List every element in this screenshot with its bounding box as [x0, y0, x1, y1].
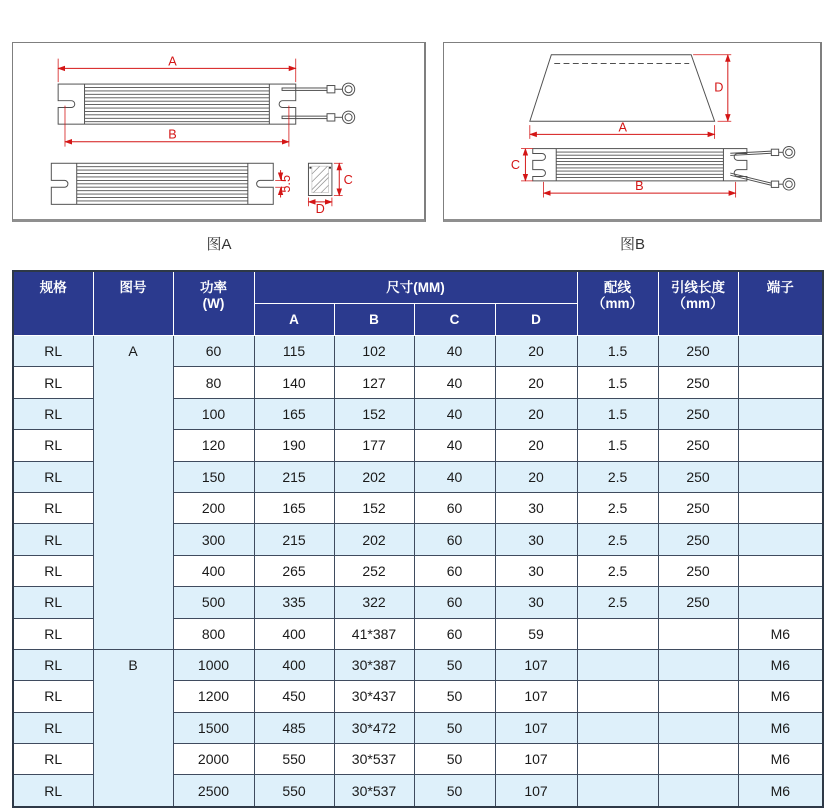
- dimension-d: [693, 55, 731, 121]
- cell-dim-d: 20: [495, 461, 577, 492]
- cell-spec: RL: [13, 524, 93, 555]
- header-dim-a: A: [254, 304, 334, 336]
- cell-dim-b: 30*387: [334, 649, 414, 680]
- cell-dim-c: 60: [414, 492, 495, 523]
- cell-wiring: 1.5: [577, 367, 658, 398]
- cell-dim-d: 30: [495, 524, 577, 555]
- cell-dim-c: 50: [414, 649, 495, 680]
- cell-lead-length: [658, 681, 738, 712]
- cell-terminal: [738, 430, 823, 461]
- cell-dim-d: 107: [495, 744, 577, 775]
- cell-wiring: [577, 712, 658, 743]
- cell-wiring: [577, 649, 658, 680]
- table-body: [13, 336, 823, 807]
- dimension-slot-width: [275, 170, 293, 197]
- cell-terminal: [738, 336, 823, 367]
- cell-dim-d: 30: [495, 555, 577, 586]
- dim-label-c: C: [343, 171, 353, 187]
- cell-lead-length: 250: [658, 461, 738, 492]
- cell-wiring: 2.5: [577, 555, 658, 586]
- cell-dim-a: 165: [254, 492, 334, 523]
- cell-lead-length: [658, 649, 738, 680]
- dim-label-slot-width: 5.5: [277, 174, 293, 193]
- header-dim-b: B: [334, 304, 414, 336]
- dimension-c: [334, 163, 353, 195]
- cell-wiring: 2.5: [577, 524, 658, 555]
- header-dim-c: C: [414, 304, 495, 336]
- header-wiring-label: 配线: [604, 280, 632, 295]
- dim-label-b: B: [168, 126, 177, 142]
- figure-b-panel: [443, 42, 822, 222]
- cell-dim-b: 152: [334, 398, 414, 429]
- dimension-a: [530, 119, 715, 138]
- cell-dim-d: 20: [495, 367, 577, 398]
- cell-power: 1200: [173, 681, 254, 712]
- cell-wiring: 2.5: [577, 587, 658, 618]
- right-mount-slot: [257, 180, 274, 187]
- cell-lead-length: 250: [658, 367, 738, 398]
- header-power: [173, 271, 254, 336]
- cell-dim-b: 30*472: [334, 712, 414, 743]
- figure-b-drawing: [444, 43, 820, 219]
- cell-power: 200: [173, 492, 254, 523]
- cell-wiring: 2.5: [577, 461, 658, 492]
- cell-dim-d: 20: [495, 430, 577, 461]
- header-row-1: [13, 271, 823, 304]
- cell-terminal: M6: [738, 712, 823, 743]
- cell-lead-length: 250: [658, 555, 738, 586]
- dim-label-d: D: [315, 201, 325, 217]
- cell-lead-length: 250: [658, 398, 738, 429]
- cell-terminal: M6: [738, 649, 823, 680]
- cell-lead-length: [658, 712, 738, 743]
- cell-lead-length: 250: [658, 336, 738, 367]
- cell-dim-d: 20: [495, 336, 577, 367]
- cell-dim-c: 50: [414, 681, 495, 712]
- cell-dim-a: 215: [254, 524, 334, 555]
- cell-dim-b: 30*437: [334, 681, 414, 712]
- left-mount-slot: [58, 101, 75, 108]
- cell-dim-a: 165: [254, 398, 334, 429]
- cell-terminal: [738, 367, 823, 398]
- cell-power: 1500: [173, 712, 254, 743]
- cell-dim-c: 40: [414, 430, 495, 461]
- cell-dim-c: 60: [414, 618, 495, 649]
- cell-power: 2000: [173, 744, 254, 775]
- dimension-a: [58, 53, 296, 82]
- cell-dim-b: 41*387: [334, 618, 414, 649]
- cell-dim-d: 30: [495, 587, 577, 618]
- dimension-c: [511, 149, 533, 181]
- cell-dim-b: 102: [334, 336, 414, 367]
- header-wiring-unit: （mm）: [592, 296, 644, 311]
- cell-power: 2500: [173, 775, 254, 807]
- right-mount-slots: [734, 153, 747, 176]
- figure-a-drawing: [13, 43, 424, 219]
- cell-power: 100: [173, 398, 254, 429]
- cell-dim-a: 115: [254, 336, 334, 367]
- cell-terminal: M6: [738, 618, 823, 649]
- cell-power: 1000: [173, 649, 254, 680]
- cell-spec: RL: [13, 744, 93, 775]
- cell-wiring: [577, 744, 658, 775]
- dim-label-c: C: [510, 157, 521, 173]
- cell-spec: RL: [13, 398, 93, 429]
- cell-terminal: [738, 461, 823, 492]
- cell-power: 800: [173, 618, 254, 649]
- cell-dim-a: 550: [254, 744, 334, 775]
- cell-dim-c: 40: [414, 336, 495, 367]
- figure-a-panel: [12, 42, 426, 222]
- cell-dim-a: 450: [254, 681, 334, 712]
- cell-dim-c: 50: [414, 744, 495, 775]
- cell-dim-c: 60: [414, 555, 495, 586]
- cell-terminal: M6: [738, 775, 823, 807]
- cell-dim-a: 190: [254, 430, 334, 461]
- cell-spec: RL: [13, 649, 93, 680]
- cell-terminal: [738, 492, 823, 523]
- left-mount-slot: [51, 180, 68, 187]
- cell-dim-b: 127: [334, 367, 414, 398]
- cell-dim-a: 215: [254, 461, 334, 492]
- cell-terminal: M6: [738, 744, 823, 775]
- cell-wiring: [577, 775, 658, 807]
- cell-lead-length: 250: [658, 492, 738, 523]
- lead-wire-bottom: [282, 111, 355, 123]
- header-lead-length-label: 引线长度: [671, 280, 726, 295]
- cell-dim-b: 322: [334, 587, 414, 618]
- cell-dim-b: 202: [334, 524, 414, 555]
- cell-spec: RL: [13, 618, 93, 649]
- cell-dim-a: 265: [254, 555, 334, 586]
- table-header: [13, 271, 823, 336]
- cell-power: 300: [173, 524, 254, 555]
- cell-dim-d: 107: [495, 775, 577, 807]
- cell-dim-b: 252: [334, 555, 414, 586]
- cell-terminal: M6: [738, 681, 823, 712]
- cell-power: 150: [173, 461, 254, 492]
- cell-dim-d: 30: [495, 492, 577, 523]
- lead-wire-bottom: [730, 173, 795, 190]
- cell-dim-c: 60: [414, 524, 495, 555]
- cell-spec: RL: [13, 775, 93, 807]
- header-lead-length-unit: （mm）: [672, 296, 724, 311]
- cell-power: 400: [173, 555, 254, 586]
- cell-wiring: 2.5: [577, 492, 658, 523]
- cell-spec: RL: [13, 461, 93, 492]
- resistor-bottom-view: [51, 163, 293, 204]
- dim-label-a: A: [618, 119, 627, 135]
- cell-wiring: [577, 618, 658, 649]
- cell-terminal: [738, 587, 823, 618]
- header-terminal: 端子: [738, 271, 823, 336]
- cross-section-view: [308, 163, 352, 216]
- cell-figure-group-a: A: [93, 336, 173, 650]
- cell-dim-d: 107: [495, 681, 577, 712]
- figure-b-caption: 图B: [619, 236, 645, 253]
- cell-terminal: [738, 398, 823, 429]
- figure-a-caption: 图A: [206, 236, 232, 253]
- header-dim-d: D: [495, 304, 577, 336]
- cell-dim-d: 20: [495, 398, 577, 429]
- cell-spec: RL: [13, 587, 93, 618]
- cell-spec: RL: [13, 712, 93, 743]
- cell-dim-d: 107: [495, 649, 577, 680]
- right-mount-slot: [279, 101, 296, 108]
- cell-dim-a: 335: [254, 587, 334, 618]
- cell-wiring: 1.5: [577, 336, 658, 367]
- header-dimensions: 尺寸(MM): [254, 271, 577, 304]
- header-spec: 规格: [13, 271, 93, 336]
- table-row: [13, 336, 823, 367]
- cell-spec: RL: [13, 430, 93, 461]
- cell-dim-b: 177: [334, 430, 414, 461]
- cell-dim-a: 140: [254, 367, 334, 398]
- header-power-unit: (W): [202, 296, 225, 311]
- dimension-d: [308, 197, 331, 216]
- cell-dim-c: 40: [414, 461, 495, 492]
- left-mount-slots: [533, 153, 546, 176]
- cell-power: 60: [173, 336, 254, 367]
- cell-lead-length: [658, 775, 738, 807]
- cell-lead-length: [658, 618, 738, 649]
- cell-dim-c: 40: [414, 367, 495, 398]
- cell-dim-b: 30*537: [334, 744, 414, 775]
- table-row: [13, 649, 823, 680]
- header-power-label: 功率: [200, 280, 227, 295]
- cell-wiring: 1.5: [577, 398, 658, 429]
- cell-dim-b: 30*537: [334, 775, 414, 807]
- cell-terminal: [738, 555, 823, 586]
- dim-label-a: A: [168, 53, 177, 69]
- header-wiring: [577, 271, 658, 336]
- cell-terminal: [738, 524, 823, 555]
- cell-dim-a: 485: [254, 712, 334, 743]
- cell-lead-length: [658, 744, 738, 775]
- dim-label-d: D: [714, 79, 724, 95]
- cell-lead-length: 250: [658, 524, 738, 555]
- cell-dim-c: 60: [414, 587, 495, 618]
- cell-dim-a: 400: [254, 649, 334, 680]
- cell-dim-d: 107: [495, 712, 577, 743]
- cell-lead-length: 250: [658, 587, 738, 618]
- cell-spec: RL: [13, 367, 93, 398]
- cell-dim-a: 550: [254, 775, 334, 807]
- cell-lead-length: 250: [658, 430, 738, 461]
- cell-power: 80: [173, 367, 254, 398]
- cell-spec: RL: [13, 336, 93, 367]
- cell-dim-a: 400: [254, 618, 334, 649]
- cell-dim-c: 40: [414, 398, 495, 429]
- dim-label-b: B: [635, 178, 644, 194]
- cell-power: 500: [173, 587, 254, 618]
- cell-dim-b: 202: [334, 461, 414, 492]
- cell-dim-b: 152: [334, 492, 414, 523]
- cell-figure-group-b: B: [93, 649, 173, 806]
- lead-wire-top: [282, 83, 355, 95]
- resistor-bottom-view: [511, 146, 795, 197]
- spec-table: [12, 270, 824, 808]
- cell-spec: RL: [13, 492, 93, 523]
- cell-spec: RL: [13, 681, 93, 712]
- cell-dim-c: 50: [414, 775, 495, 807]
- cell-dim-d: 59: [495, 618, 577, 649]
- trapezoid-side-view: [530, 55, 731, 139]
- cell-power: 120: [173, 430, 254, 461]
- cell-wiring: [577, 681, 658, 712]
- header-figure-no: 图号: [93, 271, 173, 336]
- cell-wiring: 1.5: [577, 430, 658, 461]
- cell-dim-c: 50: [414, 712, 495, 743]
- cell-spec: RL: [13, 555, 93, 586]
- header-lead-length: [658, 271, 738, 336]
- resistor-top-view: [58, 53, 355, 146]
